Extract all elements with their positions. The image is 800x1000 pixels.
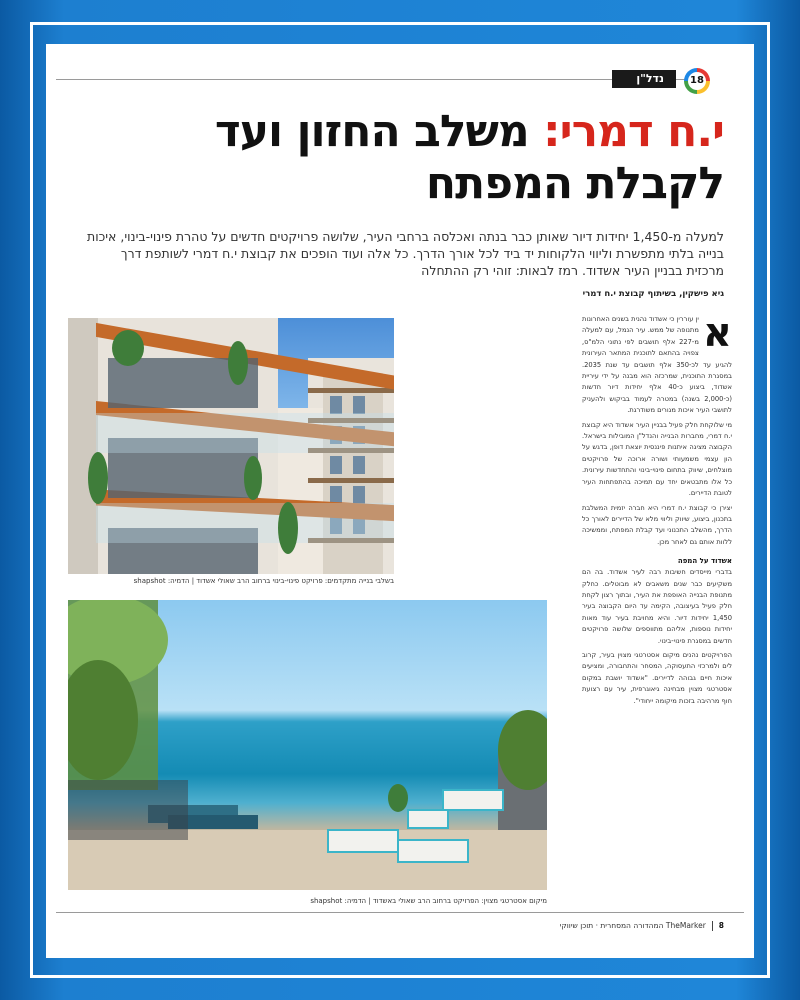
footer-section: תוכן שיווקי	[559, 921, 594, 930]
top-rule	[56, 79, 702, 80]
article-body	[582, 314, 732, 834]
body-paragraph: מי שלוקחת חלק פעיל בבניין העיר אשדוד היא קבוצת י.ח דמרי, מחברות הבנייה והנדל"ן המובילות בישראל. הקבוצה מציגה איתנות פיננסית יוצאת דופן, בדגש על הון עצמי משמעותי ושורה ארוכה של פרויקטים מוצלחים, שיווק בתחום פינוי-בינוי והתחדשות עירונית. כל אלו מתבטאים יחד עם תמיכה בהתפתחות העיר לטובת הדיירים.	[582, 420, 732, 498]
page-number: 8	[718, 921, 724, 930]
logo-number: 18	[688, 72, 706, 90]
subhead: אשדוד על המפה	[677, 557, 732, 566]
page-footer: 8TheMarker המהדורה המסחרית · תוכן שיווקי	[559, 921, 724, 930]
photo1-caption: בשלבי בנייה מתקדמים: פרויקט פינוי-בינוי ברחוב הרב שאולי אשדוד | הדמיה: shapshot	[133, 577, 394, 585]
headline	[104, 106, 724, 210]
headline-lead: י.ח דמרי:	[543, 106, 724, 157]
magazine-page	[46, 44, 754, 958]
footer-separator	[712, 921, 713, 931]
building-balcony-photo	[68, 318, 394, 574]
drop-cap: א	[702, 314, 732, 356]
body-paragraph: ין עוררין כי אשדוד נהנית בשנים האחרונות מתנופה של ממש. עיר הנמל, עם למעלה מ-227 אלף תושבים לפי נתוני הלמ"ס, צפויה בהתאם לתוכנית המתאר העירונית להגיע עד לכ-350 אלף תושבים עד שנת 2035. במסגרת התוכנית, שמרכזה הוא מבנה על ידי עיריית אשדוד, ביצוע כ-40 אלף יחידות דיור חדשות (כ-2,000 בשנה) במטרה לעמוד בביקוש ולהעניק לתושבי העיר איכות מגורים משודרגת.	[582, 315, 732, 415]
body-paragraph: בדברי מייסדים חשיבות רבה לעיר אשדוד. בה הם משקיעים כבר שנים משאבים לא מבוטלים. כחלק מתנופת הבנייה האופפת את העיר, ובתוך רצון לקחת חלק פעיל בעיצובה, הקימה עד היום הקבוצה בעיר 1,450 יחידות דיור. והיא מחויבת בעיר עוד מאות יחידות נוספות, אליהם מתווספים שלושה פרויקטים חדשים במסגרת פינוי-בינוי.	[582, 568, 732, 645]
byline: גיא פישקין, בשיתוף קבוצת י.ח דמרי	[582, 289, 724, 299]
headline-rest: משלב החזון ועד לקבלת המפתח	[214, 106, 724, 209]
body-paragraph: יצירן כי קבוצת י.ח דמרי היא חברה יזמית המשלבת בתכנון, ביצוע, שיווק וליווי מלא של הדיירים לאורך כל הדרך, מהשלב התכנוני ועד קבלת המפתח, וממשיכה ללוות אותם גם לאחר מכן.	[582, 503, 732, 546]
footer-publication: TheMarker המהדורה המסחרית	[600, 921, 706, 930]
building-balcony-illustration	[68, 318, 394, 574]
section-tag: נדל"ן	[612, 70, 676, 88]
rooftop-sea-photo	[68, 600, 547, 890]
body-paragraph: הפרויקטים נהנים מיקום אסטרטגי מצוין בעיר, קרוב לים ולמרכזי התעסוקה, המסחר והתחבורה, ומציעים איכות חיים גבוהה לדיירים. "אשדוד יושבת במקום אסטרטגי מצוין מבחינה גיאוגרפית, עיר עם רצועת חוף מרהיבה בזכות מיקומה ייחודי".	[582, 650, 732, 705]
rooftop-sea-illustration	[68, 600, 547, 890]
deck-text: למעלה מ-1,450 יחידות דיור שאותן כבר בנתה ואכלסה ברחבי העיר, שלושה פרויקטים חדשים על טהרת פינוי-בינוי, איכות בנייה בלתי מתפשרת וליווי הלקוחות יד ביד לכל אורך הדרך. כל אלה ועוד הופכים את קבוצת י.ח דמרי לשותפת דרך מרכזית בבניין העיר אשדוד. רמז לבאות: זוהי רק ההתחלה	[87, 229, 724, 278]
bottom-rule	[56, 912, 744, 913]
photo2-caption: מיקום אסטרטגי מצוין: הפרויקט ברחוב הרב שאולי באשדוד | הדמיה: shapshot	[310, 897, 547, 905]
